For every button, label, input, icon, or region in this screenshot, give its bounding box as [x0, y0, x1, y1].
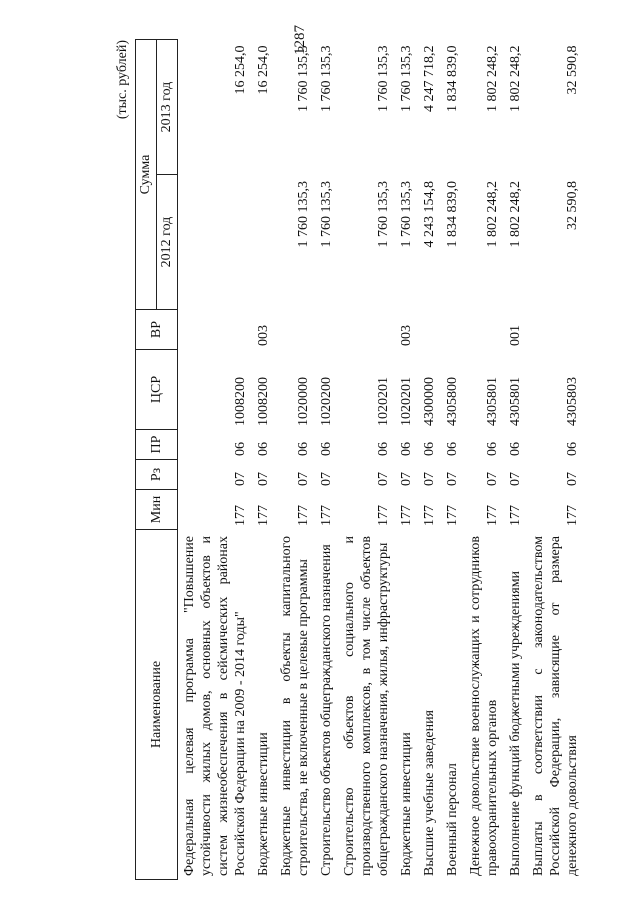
cell-pr: 06: [395, 430, 418, 460]
cell-csr: 4305803: [527, 350, 584, 430]
cell-pr: 06: [178, 430, 253, 460]
cell-rz: 07: [395, 460, 418, 490]
cell-name: Бюджетные инвестиции: [252, 530, 275, 880]
cell-rz: 07: [178, 460, 253, 490]
cell-min: 177: [275, 490, 315, 530]
cell-rz: 07: [464, 460, 504, 490]
cell-rz: 07: [441, 460, 464, 490]
cell-min: 177: [252, 490, 275, 530]
cell-min: 177: [418, 490, 441, 530]
cell-pr: 06: [527, 430, 584, 460]
cell-pr: 06: [418, 430, 441, 460]
cell-y2012: 1 802 248,2: [504, 175, 527, 310]
cell-y2012: 32 590,8: [527, 175, 584, 310]
cell-pr: 06: [464, 430, 504, 460]
cell-pr: 06: [504, 430, 527, 460]
cell-vr: [527, 310, 584, 350]
cell-min: 177: [338, 490, 395, 530]
cell-min: 177: [441, 490, 464, 530]
header-row: [136, 40, 157, 880]
header-rz: Рз: [136, 460, 178, 490]
cell-pr: 06: [275, 430, 315, 460]
cell-name: Денежное довольствие военнослужащих и сотрудников правоохранительных органов: [464, 530, 504, 880]
cell-csr: 4305801: [504, 350, 527, 430]
cell-rz: 07: [252, 460, 275, 490]
cell-rz: 07: [504, 460, 527, 490]
page-number: 1287: [292, 25, 308, 55]
cell-min: 177: [395, 490, 418, 530]
header-sum: Сумма: [136, 40, 157, 310]
cell-rz: 07: [527, 460, 584, 490]
cell-vr: 003: [395, 310, 418, 350]
table-row: [527, 40, 584, 880]
cell-y2012: 1 834 839,0: [441, 175, 464, 310]
cell-pr: 06: [315, 430, 338, 460]
cell-y2013: 16 254,0: [252, 40, 275, 175]
cell-csr: 1020200: [315, 350, 338, 430]
cell-vr: 003: [252, 310, 275, 350]
table-row: [338, 40, 395, 880]
header-name: Наименование: [136, 530, 178, 880]
cell-y2012: 1 760 135,3: [275, 175, 315, 310]
cell-name: Военный персонал: [441, 530, 464, 880]
cell-y2013: 1 760 135,3: [315, 40, 338, 175]
cell-min: 177: [527, 490, 584, 530]
cell-rz: 07: [338, 460, 395, 490]
header-pr: ПР: [136, 430, 178, 460]
cell-name: Строительство объектов социального и производственного комплексов, в том числе объектов общегражданского назначения, жилья, инфраструктуры: [338, 530, 395, 880]
cell-vr: [315, 310, 338, 350]
cell-csr: 1020201: [338, 350, 395, 430]
table-row: [275, 40, 315, 880]
cell-vr: [178, 310, 253, 350]
cell-y2012: 1 760 135,3: [338, 175, 395, 310]
table-row: [418, 40, 441, 880]
cell-csr: 1020201: [395, 350, 418, 430]
cell-name: Бюджетные инвестиции: [395, 530, 418, 880]
cell-name: Федеральная целевая программа "Повышение устойчивости жилых домов, основных объектов и систем жизнеобеспечения в сейсмических районах Российской Федерации на 2009 - 2014 годы": [178, 530, 253, 880]
cell-y2012: [178, 175, 253, 310]
cell-csr: 4305801: [464, 350, 504, 430]
cell-csr: 4300000: [418, 350, 441, 430]
header-2012: 2012 год: [157, 175, 178, 310]
rotated-table-region: [115, 40, 635, 880]
cell-y2012: 4 243 154,8: [418, 175, 441, 310]
cell-y2013: 1 834 839,0: [441, 40, 464, 175]
unit-label: (тыс. рублей): [115, 40, 130, 120]
cell-csr: 4305800: [441, 350, 464, 430]
table-row: [441, 40, 464, 880]
cell-name: Строительство объектов общегражданского назначения: [315, 530, 338, 880]
header-min: Мин: [136, 490, 178, 530]
cell-csr: 1008200: [252, 350, 275, 430]
table-row: [464, 40, 504, 880]
cell-name: Выполнение функций бюджетными учреждениями: [504, 530, 527, 880]
table-row: [395, 40, 418, 880]
cell-pr: 06: [252, 430, 275, 460]
table-row: [252, 40, 275, 880]
cell-pr: 06: [441, 430, 464, 460]
cell-rz: 07: [315, 460, 338, 490]
cell-y2013: 1 760 135,3: [275, 40, 315, 175]
cell-y2012: 1 760 135,3: [395, 175, 418, 310]
header-2013: 2013 год: [157, 40, 178, 175]
cell-vr: [418, 310, 441, 350]
table-row: [178, 40, 253, 880]
cell-y2012: [252, 175, 275, 310]
header-csr: ЦСР: [136, 350, 178, 430]
cell-name: Бюджетные инвестиции в объекты капитального строительства, не включенные в целевые программы: [275, 530, 315, 880]
cell-vr: [441, 310, 464, 350]
cell-y2012: 1 760 135,3: [315, 175, 338, 310]
cell-y2013: 1 760 135,3: [395, 40, 418, 175]
cell-y2013: 1 802 248,2: [464, 40, 504, 175]
cell-vr: [275, 310, 315, 350]
cell-rz: 07: [275, 460, 315, 490]
cell-vr: [338, 310, 395, 350]
cell-name: Выплаты в соответствии с законодательством Российской Федерации, зависящие от размера денежного довольствия: [527, 530, 584, 880]
cell-min: 177: [464, 490, 504, 530]
cell-min: 177: [504, 490, 527, 530]
cell-y2013: 16 254,0: [178, 40, 253, 175]
cell-rz: 07: [418, 460, 441, 490]
cell-vr: [464, 310, 504, 350]
cell-pr: 06: [338, 430, 395, 460]
cell-y2013: 1 802 248,2: [504, 40, 527, 175]
cell-name: Высшие учебные заведения: [418, 530, 441, 880]
table-row: [504, 40, 527, 880]
header-vr: ВР: [136, 310, 178, 350]
cell-csr: 1008200: [178, 350, 253, 430]
cell-min: 177: [315, 490, 338, 530]
table-row: [315, 40, 338, 880]
cell-vr: 001: [504, 310, 527, 350]
cell-y2013: 4 247 718,2: [418, 40, 441, 175]
cell-y2012: 1 802 248,2: [464, 175, 504, 310]
cell-csr: 1020000: [275, 350, 315, 430]
cell-y2013: 32 590,8: [527, 40, 584, 175]
cell-y2013: 1 760 135,3: [338, 40, 395, 175]
budget-table: [135, 39, 584, 880]
cell-min: 177: [178, 490, 253, 530]
